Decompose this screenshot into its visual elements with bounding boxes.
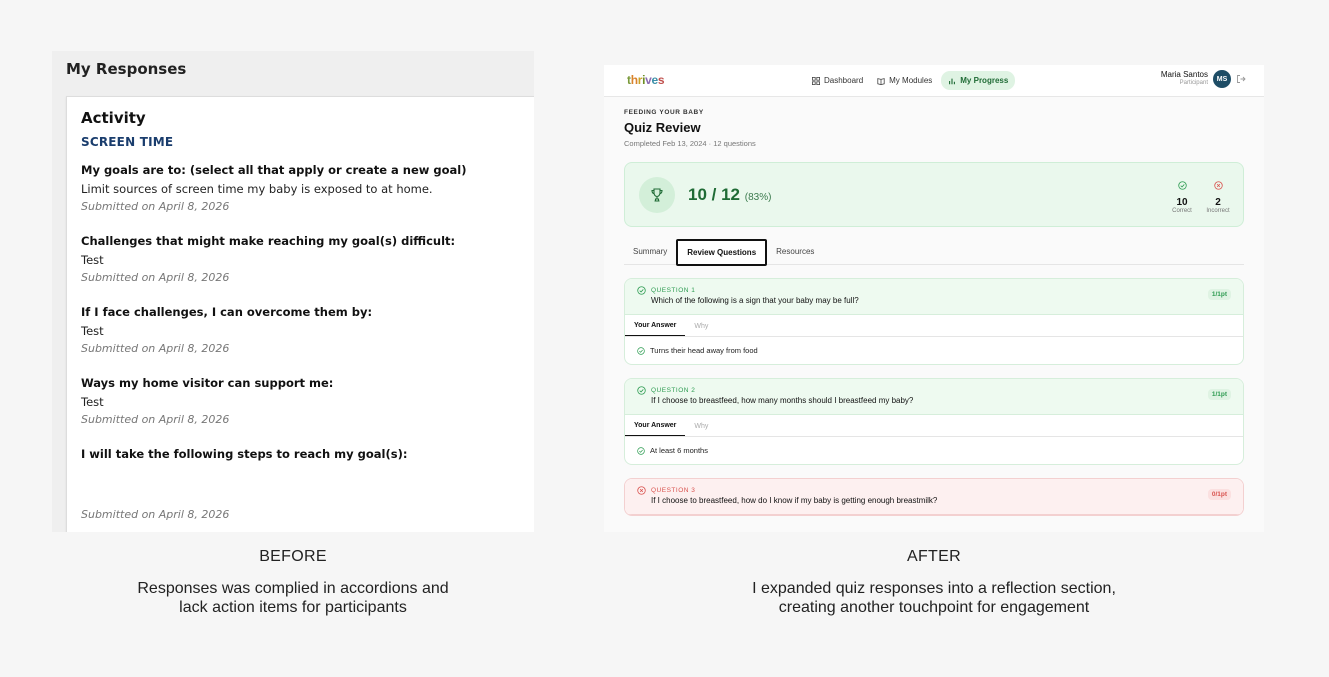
top-nav bbox=[604, 65, 1264, 97]
points-badge: 0/1pt bbox=[1208, 489, 1231, 500]
response-answer: Test bbox=[81, 253, 104, 267]
correct-count: 10 bbox=[1176, 197, 1188, 208]
book-icon bbox=[877, 77, 885, 85]
nav-my-modules[interactable] bbox=[872, 71, 937, 90]
tab-your-answer[interactable]: Your Answer bbox=[625, 422, 685, 436]
response-question: I will take the following steps to reach my goal(s): bbox=[81, 447, 408, 461]
question-number: QUESTION 2 bbox=[637, 387, 1231, 394]
check-circle-icon bbox=[637, 286, 646, 295]
tab-why[interactable]: Why bbox=[694, 323, 709, 330]
nav-my-progress[interactable] bbox=[941, 71, 1015, 90]
before-description-line: Responses was complied in accordions and bbox=[137, 580, 449, 597]
after-description-line: I expanded quiz responses into a reflection section, bbox=[752, 580, 1116, 597]
module-kicker: FEEDING YOUR BABY bbox=[624, 109, 704, 116]
incorrect-stat bbox=[1203, 177, 1233, 214]
nav-dashboard[interactable] bbox=[807, 71, 868, 90]
bar-chart-icon bbox=[948, 77, 956, 85]
answer-tabs bbox=[625, 415, 1243, 437]
incorrect-label: Incorrect bbox=[1206, 208, 1230, 214]
response-question: Ways my home visitor can support me: bbox=[81, 376, 334, 390]
grid-icon bbox=[812, 77, 820, 85]
question-card bbox=[624, 278, 1244, 365]
check-circle-icon bbox=[1178, 181, 1187, 190]
logout-icon[interactable] bbox=[1236, 74, 1246, 84]
correct-stat bbox=[1167, 177, 1197, 214]
selected-answer bbox=[625, 437, 1243, 464]
tab-why[interactable]: Why bbox=[694, 423, 709, 430]
response-question: If I face challenges, I can overcome them by: bbox=[81, 305, 373, 319]
after-description-line: creating another touchpoint for engagement bbox=[778, 599, 1090, 616]
response-submitted: Submitted on April 8, 2026 bbox=[81, 413, 230, 426]
question-header[interactable] bbox=[625, 379, 1243, 415]
after-label: AFTER bbox=[907, 548, 961, 565]
tab-summary[interactable]: Summary bbox=[633, 247, 668, 256]
user-role: Participant bbox=[1179, 80, 1208, 86]
x-circle-icon bbox=[637, 486, 646, 495]
response-submitted: Submitted on April 8, 2026 bbox=[81, 342, 230, 355]
question-card bbox=[624, 378, 1244, 465]
thrives-logo[interactable]: thrives bbox=[627, 73, 665, 87]
nav-label: My Modules bbox=[889, 76, 933, 85]
after-panel bbox=[604, 65, 1264, 532]
answer-tabs bbox=[625, 315, 1243, 337]
user-name: Maria Santos bbox=[1160, 70, 1208, 79]
score-percent: (83%) bbox=[744, 192, 772, 203]
points-badge: 1/1pt bbox=[1208, 389, 1231, 400]
answer-text: Turns their head away from food bbox=[650, 346, 758, 355]
answer-text: At least 6 months bbox=[650, 446, 708, 455]
tab-resources[interactable]: Resources bbox=[776, 247, 815, 256]
before-description-line: lack action items for participants bbox=[179, 599, 407, 616]
tab-review-questions[interactable]: Review Questions bbox=[676, 239, 767, 266]
nav-label: My Progress bbox=[960, 76, 1009, 85]
my-responses-header: My Responses bbox=[66, 60, 187, 78]
section-title: SCREEN TIME bbox=[81, 135, 174, 149]
tab-your-answer[interactable]: Your Answer bbox=[625, 322, 685, 336]
before-label: BEFORE bbox=[259, 548, 327, 565]
page-title: Quiz Review bbox=[624, 120, 701, 135]
response-answer: Test bbox=[81, 395, 104, 409]
question-text: If I choose to breastfeed, how do I know if my baby is getting enough breastmilk? bbox=[651, 496, 938, 505]
response-submitted: Submitted on April 8, 2026 bbox=[81, 508, 230, 521]
question-number: QUESTION 3 bbox=[637, 487, 1231, 494]
quiz-review-content bbox=[604, 97, 1264, 516]
response-submitted: Submitted on April 8, 2026 bbox=[81, 200, 230, 213]
score-value bbox=[688, 185, 771, 205]
completion-meta: Completed Feb 13, 2024 · 12 questions bbox=[624, 139, 756, 148]
response-submitted: Submitted on April 8, 2026 bbox=[81, 271, 230, 284]
response-answer: Limit sources of screen time my baby is exposed to at home. bbox=[81, 182, 433, 196]
response-answer bbox=[81, 466, 531, 504]
after-caption bbox=[604, 548, 1264, 617]
score-card bbox=[624, 162, 1244, 227]
response-item bbox=[81, 376, 531, 426]
activity-title: Activity bbox=[81, 109, 146, 127]
response-item bbox=[81, 447, 531, 521]
check-circle-icon bbox=[637, 386, 646, 395]
before-description bbox=[52, 579, 534, 617]
nav-label: Dashboard bbox=[824, 76, 864, 85]
response-question: Challenges that might make reaching my goal(s) difficult: bbox=[81, 234, 456, 248]
question-text: If I choose to breastfeed, how many months should I breastfeed my baby? bbox=[651, 396, 914, 405]
question-number: QUESTION 1 bbox=[637, 287, 1231, 294]
question-text: Which of the following is a sign that your baby may be full? bbox=[651, 296, 859, 305]
responses-card bbox=[66, 96, 534, 532]
response-item bbox=[81, 234, 531, 284]
question-header[interactable] bbox=[625, 279, 1243, 315]
question-card bbox=[624, 478, 1244, 516]
trophy-icon bbox=[639, 177, 675, 213]
response-item bbox=[81, 163, 531, 213]
score-text: 10 / 12 bbox=[688, 185, 740, 204]
response-question: My goals are to: (select all that apply or create a new goal) bbox=[81, 163, 467, 177]
after-description bbox=[604, 579, 1264, 617]
points-badge: 1/1pt bbox=[1208, 289, 1231, 300]
response-item bbox=[81, 305, 531, 355]
user-info bbox=[1161, 70, 1208, 88]
nav-links bbox=[807, 71, 1015, 90]
user-menu[interactable] bbox=[1161, 70, 1246, 88]
question-header[interactable] bbox=[625, 479, 1243, 515]
review-tabs bbox=[624, 238, 1244, 265]
before-caption bbox=[52, 548, 534, 617]
before-panel bbox=[52, 51, 534, 532]
incorrect-count: 2 bbox=[1215, 197, 1221, 208]
selected-answer bbox=[625, 337, 1243, 364]
correct-label: Correct bbox=[1172, 208, 1192, 214]
response-answer: Test bbox=[81, 324, 104, 338]
check-circle-icon bbox=[637, 447, 645, 455]
avatar[interactable]: MS bbox=[1213, 70, 1231, 88]
check-circle-icon bbox=[637, 347, 645, 355]
x-circle-icon bbox=[1214, 181, 1223, 190]
